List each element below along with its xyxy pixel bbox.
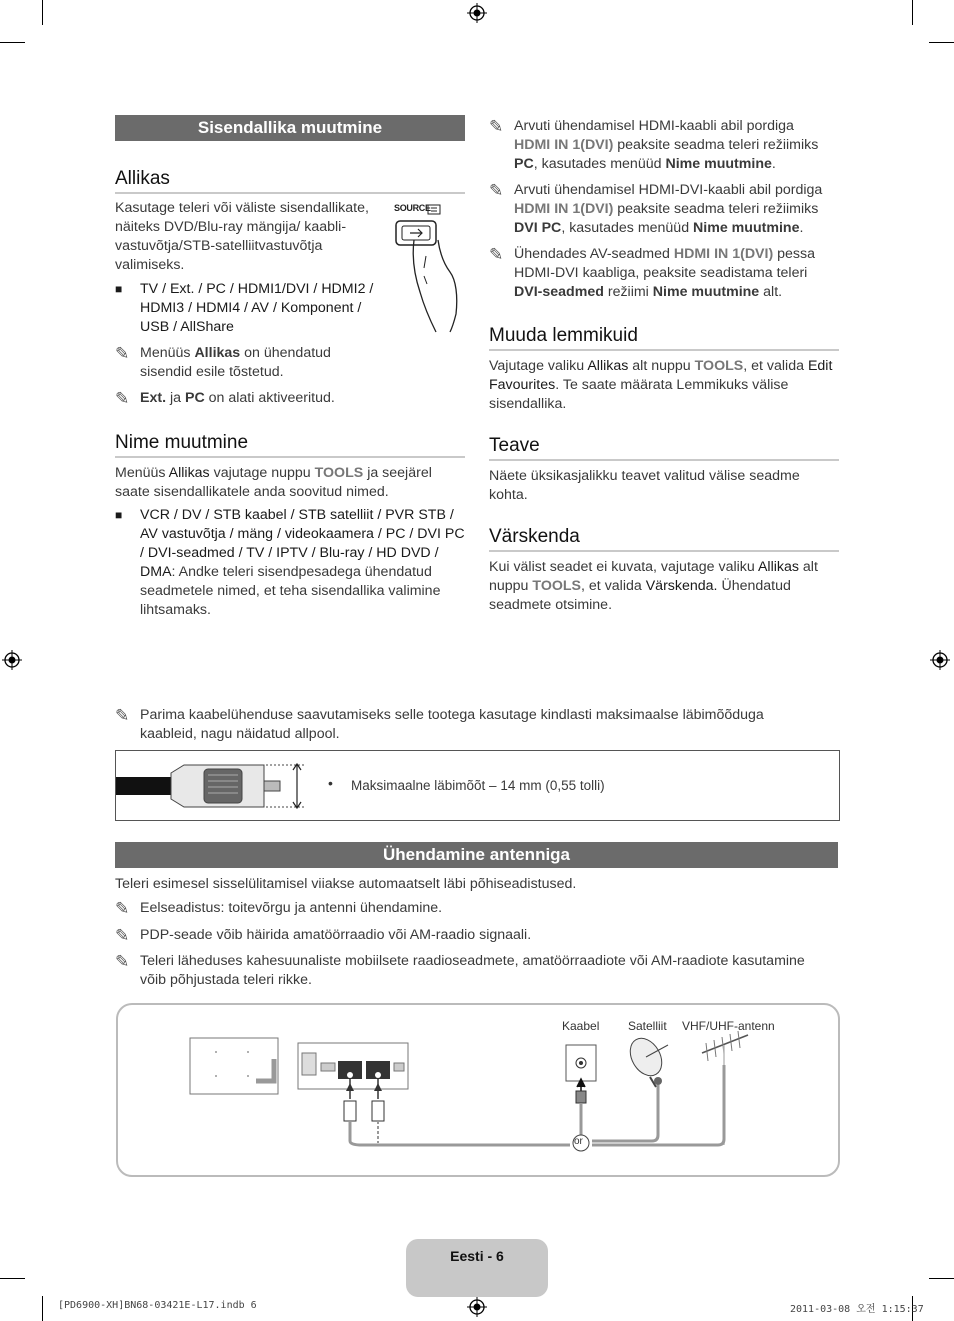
label-or: or (574, 1136, 583, 1147)
section-title-input-source: Sisendallika muutmine (115, 115, 465, 141)
bullet-dot: • (328, 775, 333, 791)
pencil-note-icon: ✎ (115, 389, 130, 408)
source-label: SOURCE (394, 203, 431, 213)
crop-mark (912, 0, 913, 25)
heading-muuda-lemmikuid: Muuda lemmikuid (489, 325, 839, 351)
pencil-note-icon: ✎ (489, 117, 504, 136)
crop-mark (42, 0, 43, 25)
pencil-note-icon: ✎ (115, 926, 130, 945)
note-radio-devices: ✎ Teleri läheduses kahesuunaliste mobiilsete raadioseadmete, amatöörraadiote või AM-raadiote kasutamine võib põhjustada teleri rikke. (115, 952, 805, 988)
antenna-connection-diagram (116, 1003, 840, 1177)
registration-mark-icon (2, 650, 22, 670)
note-ext-pc: ✎ Ext. ja PC on alati aktiveeritud. (115, 389, 335, 408)
registration-mark-icon (467, 3, 487, 23)
label-kaabel: Kaabel (562, 1019, 600, 1033)
nime-intro: Menüüs Allikas vajutage nuppu TOOLS ja seejärel saate sisendallikatele anda soovitud nimed. (115, 465, 432, 500)
heading-varskenda: Värskenda (489, 526, 839, 552)
crop-mark (0, 42, 25, 43)
heading-allikas: Allikas (115, 168, 465, 194)
note-av-dvi: ✎ Ühendades AV-seadmed HDMI IN 1(DVI) pessa HDMI-DVI kaabliga, peaksite seadistama teleri DVI-seadmed režiimi Nime muutmine alt. (489, 245, 815, 300)
pencil-note-icon: ✎ (115, 344, 130, 363)
section-title-antenna: Ühendamine antenniga (115, 842, 838, 868)
registration-mark-icon (930, 650, 950, 670)
note-cable-diameter: ✎ Parima kaabelühenduse saavutamiseks selle tootega kasutage kindlasti maksimaalse läbimõõduga kaableid, nagu näidatud allpool. (115, 706, 764, 742)
allikas-intro: Kasutage teleri või väliste sisendallikate, näiteks DVD/Blu-ray mängija/ kaablivastuvõtja/STB-satelliitvastuvõtja valimiseks. (115, 200, 369, 273)
pencil-note-icon: ✎ (489, 245, 504, 264)
note-hdmi-pc: ✎ Arvuti ühendamisel HDMI-kaabli abil pordiga HDMI IN 1(DVI) peaksite seadma teleri režiimiks PC, kasutades menüüd Nime muutmine. (489, 117, 819, 172)
source-list-text: TV / Ext. / PC / HDMI1/DVI / HDMI2 / HDMI3 / HDMI4 / AV / Komponent / USB / AllShare (140, 281, 374, 335)
crop-mark (929, 42, 954, 43)
cable-spec-text: Maksimaalne läbimõõt – 14 mm (0,55 tolli) (351, 778, 605, 793)
note-pdp-interference: ✎ PDP-seade võib häirida amatöörraadio või AM-raadio signaali. (115, 926, 532, 945)
note-hdmi-dvi-pc: ✎ Arvuti ühendamisel HDMI-DVI-kaabli abil pordiga HDMI IN 1(DVI) peaksite seadma teleri režiimiks DVI PC, kasutades menüüd Nime muutmine. (489, 181, 823, 236)
footer-file: [PD6900-XH]BN68-03421E-L17.indb 6 (58, 1300, 257, 1311)
varskenda-text: Kui välist seadet ei kuvata, vajutage valiku Allikas alt nuppu TOOLS, et valida Värskenda. Ühendatud seadmete otsimine. (489, 559, 818, 613)
page-number: Eesti - 6 (450, 1248, 504, 1264)
note-allikas-highlight: ✎ Menüüs Allikas on ühendatud sisendid esile tõstetud. (115, 344, 331, 380)
footer-date: 2011-03-08 오전 1:15:37 (790, 1304, 924, 1315)
cable-connector-illustration (116, 751, 316, 820)
source-button-illustration (384, 196, 466, 336)
device-names-list-item: ■ VCR / DV / STB kaabel / STB satelliit / PVR STB / AV vastuvõtja / mäng / videokaamera / PC / DVI PC / DVI-seadmed / TV / IPTV / Blu-ray / HD DVD / DMA: Andke teleri sisendpesadega ühendatud seadmetele nimed, et teha sisendallika valimine lihtsamaks. (115, 507, 465, 618)
pencil-note-icon: ✎ (489, 181, 504, 200)
label-satelliit: Satelliit (628, 1019, 667, 1033)
teave-text: Näete üksikasjalikku teavet valitud välise seadme kohta. (489, 468, 800, 503)
note-preset: ✎ Eelseadistus: toitevõrgu ja antenni ühendamine. (115, 899, 443, 918)
pencil-note-icon: ✎ (115, 952, 130, 971)
crop-mark (929, 1278, 954, 1279)
pencil-note-icon: ✎ (115, 899, 130, 918)
page-number-tab (406, 1239, 548, 1297)
square-bullet-icon: ■ (115, 282, 123, 296)
square-bullet-icon: ■ (115, 508, 123, 522)
heading-nime-muutmine: Nime muutmine (115, 432, 465, 458)
antenna-intro: Teleri esimesel sisselülitamisel viiakse automaatselt läbi põhiseadistused. (115, 876, 577, 892)
crop-mark (42, 1296, 43, 1321)
label-vhf-uhf: VHF/UHF-antenn (682, 1019, 775, 1033)
registration-mark-icon (467, 1297, 487, 1317)
pencil-note-icon: ✎ (115, 706, 130, 725)
muuda-text: Vajutage valiku Allikas alt nuppu TOOLS, et valida Edit Favourites. Te saate määrata Lemmikuks välise sisendallika. (489, 358, 833, 412)
heading-teave: Teave (489, 435, 839, 461)
crop-mark (0, 1278, 25, 1279)
cable-spec-box (115, 750, 840, 821)
source-list-item (115, 280, 390, 337)
